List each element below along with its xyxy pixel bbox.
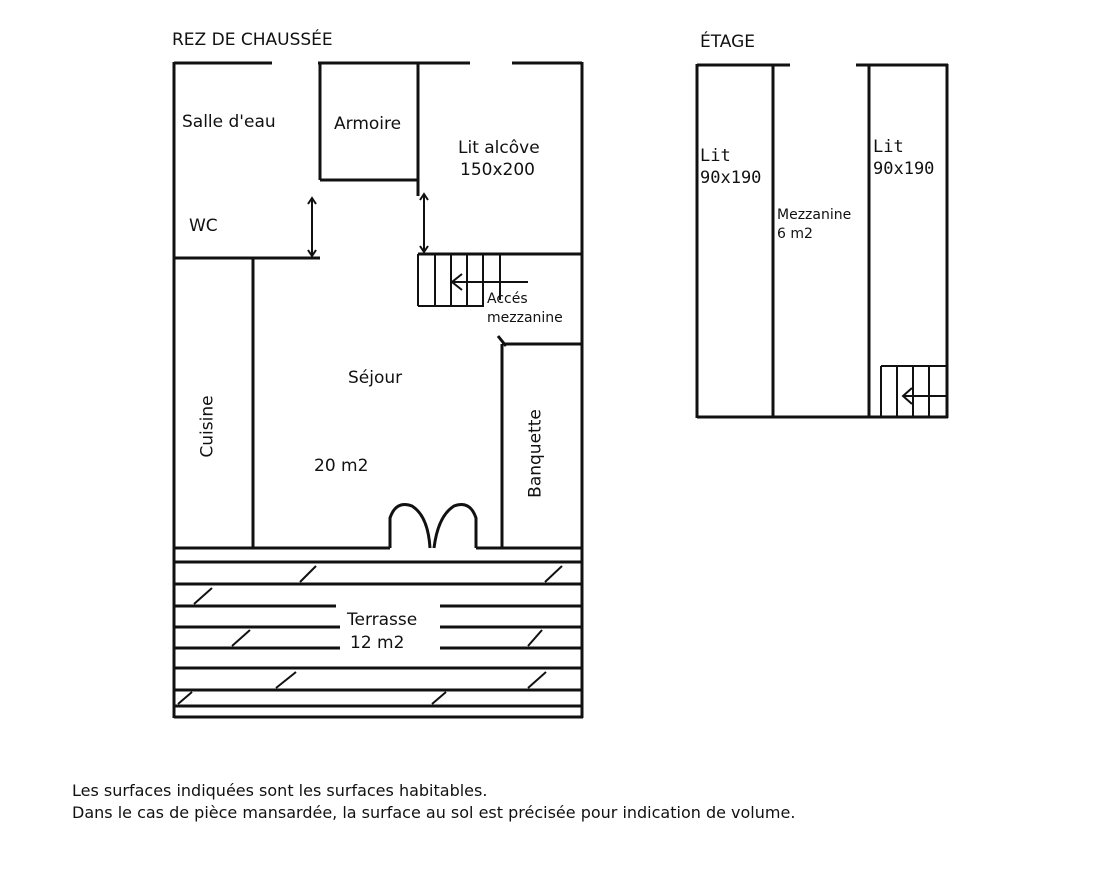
room-label-sejour: Séjour [348, 368, 403, 388]
room-label-lit-right-size: 90x190 [873, 159, 935, 179]
room-label-lit-right: Lit [873, 137, 904, 157]
room-label-mezzanine: Mezzanine [777, 207, 852, 223]
room-label-terrasse-area: 12 m2 [350, 633, 405, 653]
room-label-lit-alcove-size: 150x200 [460, 160, 535, 180]
stairs-upper [881, 366, 947, 417]
room-label-acces: Accés [487, 291, 528, 307]
note-line: Dans le cas de pièce mansardée, la surface au sol est précisée pour indication de volume. [72, 803, 796, 822]
room-label-armoire: Armoire [334, 114, 402, 134]
upper-floor-title: ÉTAGE [700, 32, 756, 52]
surface-notes [72, 780, 795, 824]
ground-floor-title: REZ DE CHAUSSÉE [172, 30, 333, 50]
room-label-lit-left-size: 90x190 [700, 168, 762, 188]
room-label-cuisine: Cuisine [197, 395, 218, 458]
room-label-wc: WC [189, 216, 218, 236]
room-label-terrasse: Terrasse [347, 610, 418, 630]
room-label-banquette: Banquette [525, 409, 546, 498]
room-label-lit-alcove: Lit alcôve [458, 138, 540, 158]
room-label-lit-left: Lit [700, 146, 731, 166]
room-label-sejour-area: 20 m2 [314, 456, 369, 476]
note-line: Les surfaces indiquées sont les surfaces habitables. [72, 781, 488, 800]
room-label-mezzanine-area: 6 m2 [777, 226, 813, 242]
room-label-salle-eau: Salle d'eau [182, 112, 276, 132]
room-label-acces-mezzanine: mezzanine [487, 310, 563, 326]
